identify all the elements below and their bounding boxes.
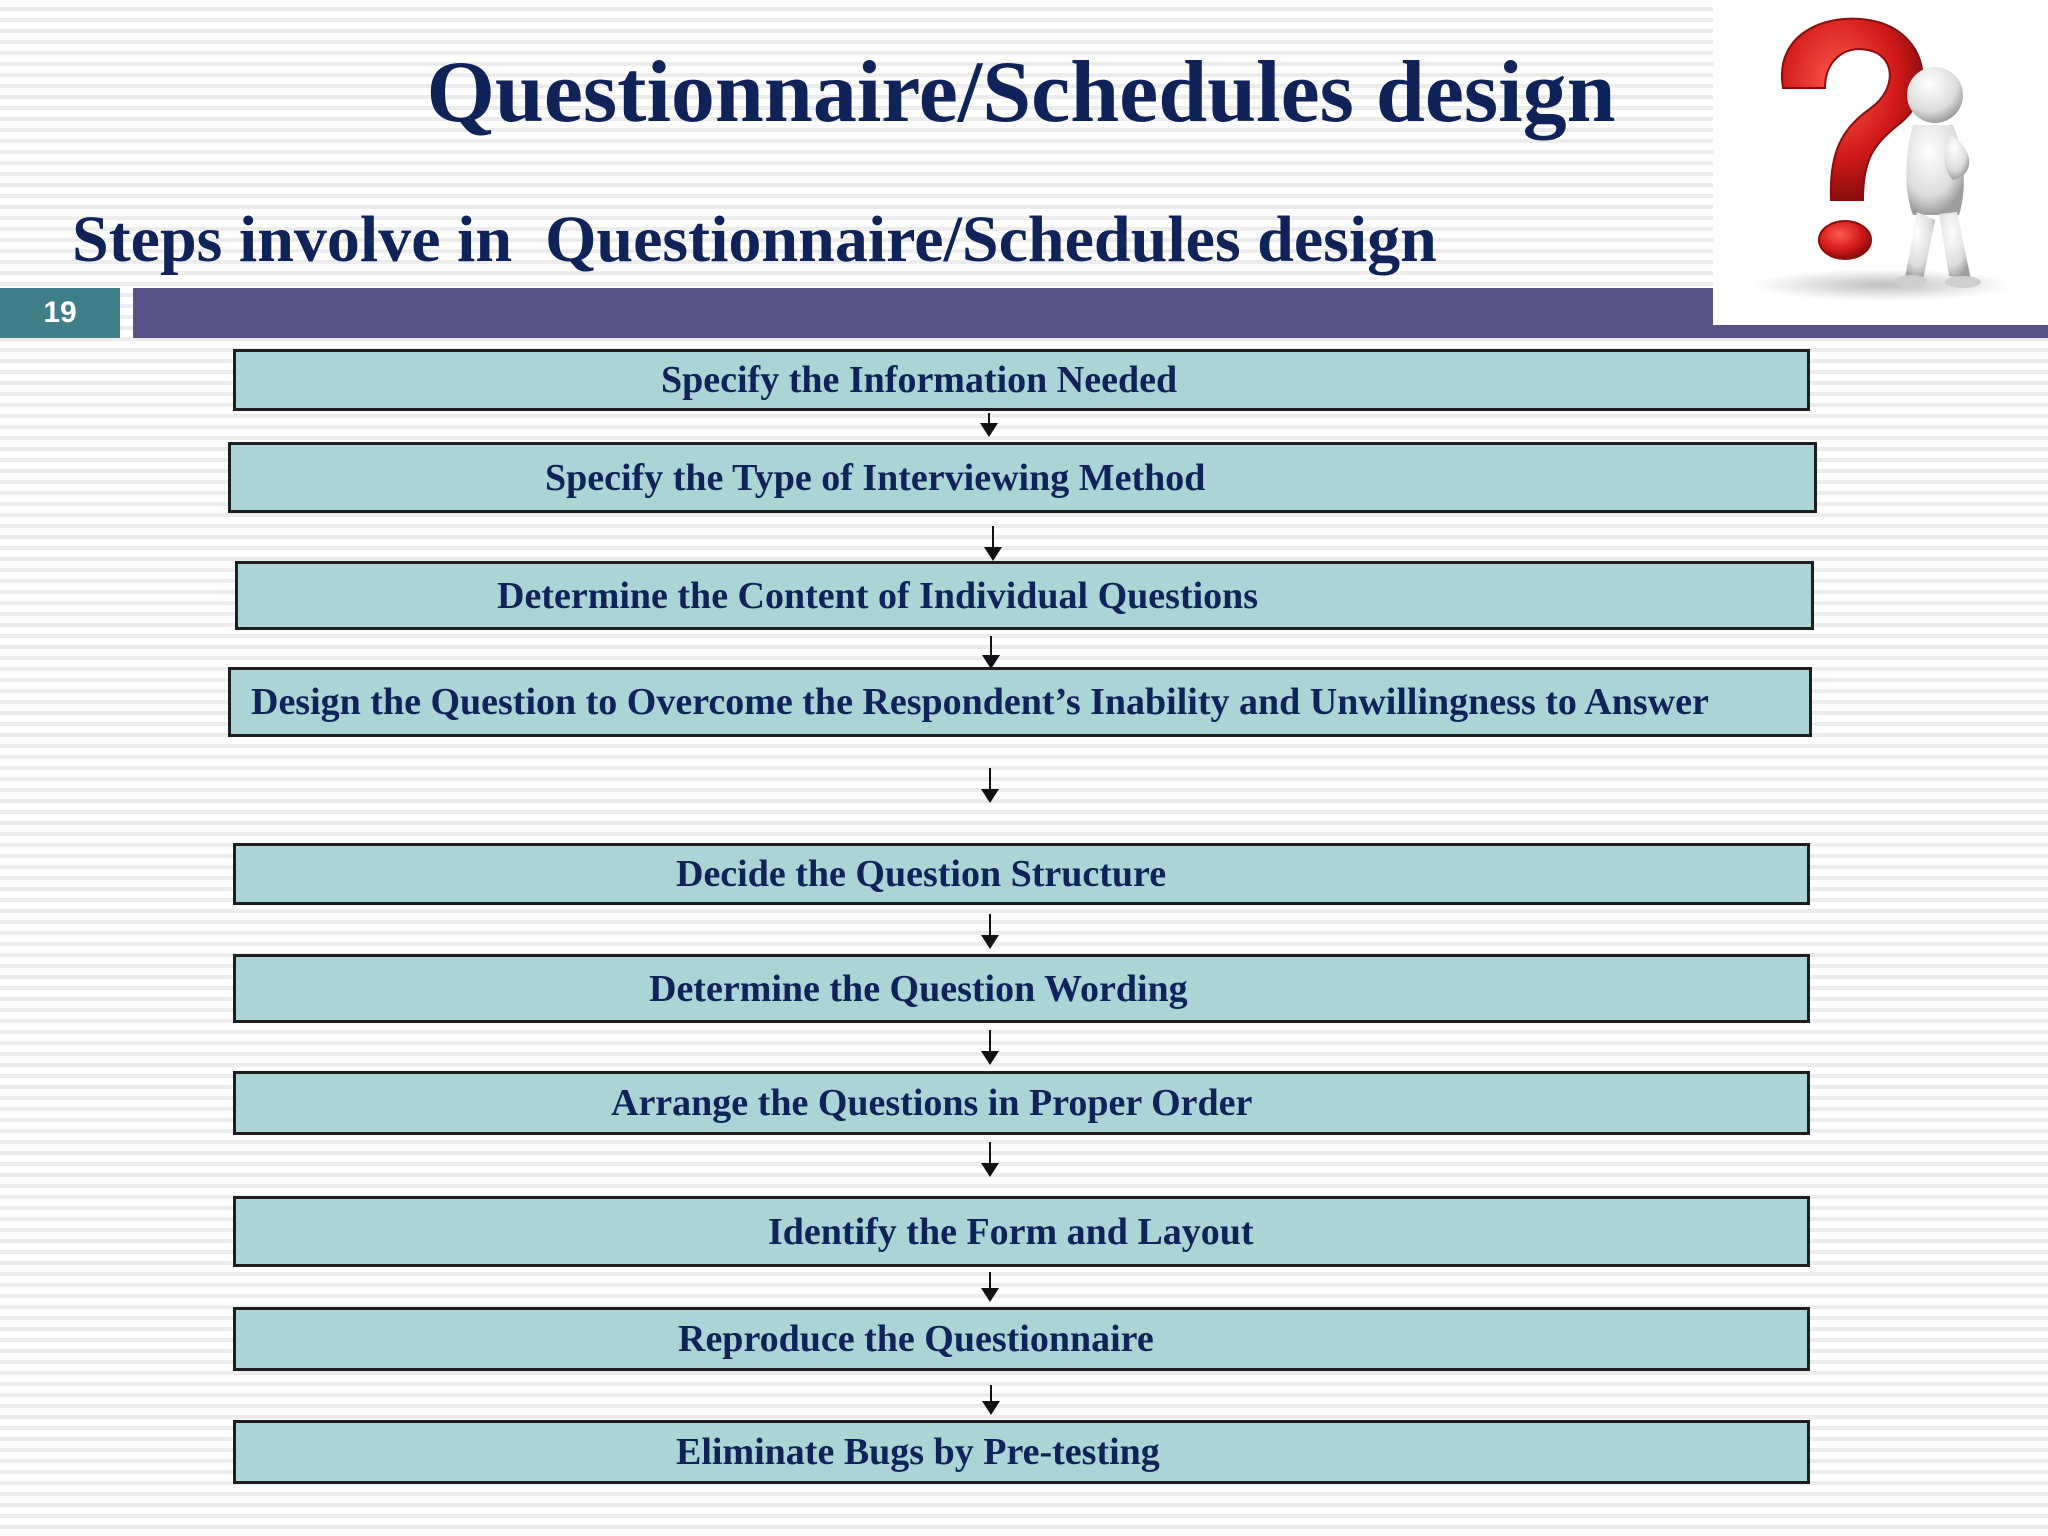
question-mark-figure-icon [1713, 0, 2048, 325]
flow-step-3 [235, 561, 1814, 630]
flow-arrow-1 [988, 413, 990, 435]
slide-number: 19 [0, 288, 120, 338]
flow-step-6 [233, 954, 1810, 1023]
flow-arrow-4 [989, 768, 991, 801]
flow-arrow-8 [989, 1272, 991, 1300]
flow-step-4 [228, 667, 1812, 737]
flow-step-7 [233, 1071, 1810, 1135]
flow-step-8-label: Identify the Form and Layout [768, 1210, 1254, 1253]
flow-step-4-label: Design the Question to Overcome the Respondent’s Inability and Unwillingness to Answer [251, 681, 1709, 723]
flow-arrow-5 [989, 914, 991, 947]
flow-step-1 [233, 349, 1810, 411]
flow-step-1-label: Specify the Information Needed [661, 359, 1178, 401]
flow-step-2-label: Specify the Type of Interviewing Method [545, 456, 1206, 499]
flow-step-5 [233, 843, 1810, 905]
flow-arrow-2 [992, 526, 994, 559]
flow-step-2 [228, 442, 1817, 513]
question-mark-figure-svg [1713, 0, 2048, 325]
flow-step-10-label: Eliminate Bugs by Pre-testing [676, 1431, 1160, 1473]
flow-step-7-label: Arrange the Questions in Proper Order [611, 1082, 1253, 1124]
flow-arrow-7 [989, 1142, 991, 1175]
flow-step-3-label: Determine the Content of Individual Questions [497, 574, 1259, 617]
flow-step-6-label: Determine the Question Wording [649, 967, 1188, 1010]
flow-arrow-6 [989, 1030, 991, 1063]
flow-step-9 [233, 1307, 1810, 1371]
flow-arrow-9 [990, 1385, 992, 1413]
flow-step-5-label: Decide the Question Structure [676, 853, 1167, 895]
flow-step-8 [233, 1196, 1810, 1267]
slide-title-text: Questionnaire/Schedules design [426, 44, 1616, 141]
slide-subtitle: Steps involve in Questionnaire/Schedules design [72, 203, 1437, 276]
flow-step-10 [233, 1420, 1810, 1484]
flow-step-9-label: Reproduce the Questionnaire [678, 1318, 1154, 1360]
flow-arrow-3 [990, 636, 992, 667]
